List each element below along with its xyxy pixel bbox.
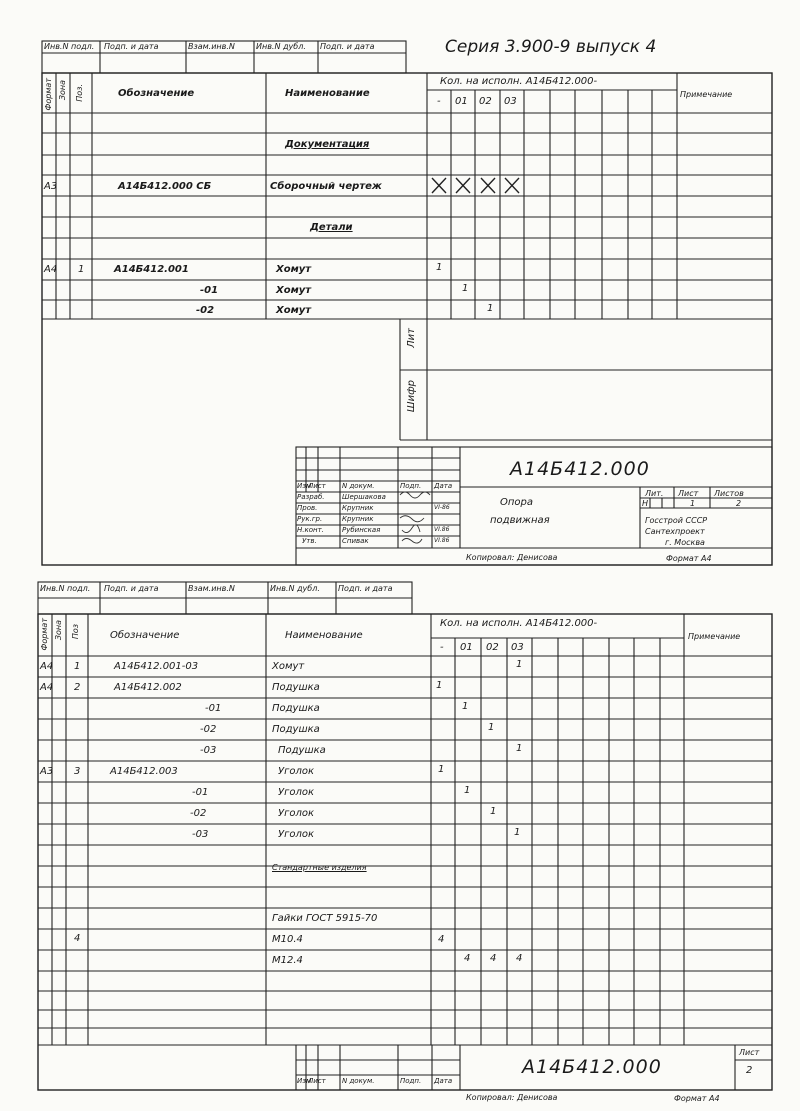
lit-header: Лит. [645,489,664,498]
format-label: Формат А4 [666,554,712,563]
stamp-date: VI-86 [434,504,450,511]
sign-date-label: Подп. и дата [104,42,159,51]
stamp-person: Шершакова [342,493,386,501]
qty-col-02: 02 [479,96,492,107]
row-designation: А14Б412.002 [114,682,182,693]
row-pos: 2 [74,682,81,693]
row-qty: 1 [488,722,495,733]
col-note-header: Примечание [680,90,733,99]
copied-by: Копировал: Денисова [466,553,558,562]
row-name: Уголок [278,808,315,819]
row-format: А4 [40,682,54,693]
sheet-value: 1 [690,499,696,508]
section-parts: Детали [310,222,353,233]
col-name-header: Наименование [285,630,363,641]
stamp-col-date: Дата [434,1077,453,1085]
row-qty: 1 [514,827,521,838]
row-qty: 1 [436,680,443,691]
col-pos-header: Поз. [75,84,84,102]
qty-col-02: 02 [486,642,499,653]
col-zone-header: Зона [58,80,67,101]
sheets-value: 2 [736,499,742,508]
replace-inv-label: Взам.инв.N [188,42,235,51]
row-qty: 1 [464,785,471,796]
stamp-person: Рубинская [342,526,381,534]
stamp-role: Пров. [297,504,318,512]
replace-inv-label: Взам.инв.N [188,584,235,593]
row-name: Гайки ГОСТ 5915-70 [272,913,378,924]
qty-col-base: - [440,642,444,653]
row-designation: -01 [205,703,222,714]
qty-title-header: Кол. на исполн. А14Б412.000- [440,76,598,87]
section-standard-items: Стандартные изделия [272,863,367,872]
dup-inv-label: Инв.N дубл. [270,584,320,593]
stamp-col-sign: Подп. [400,1077,422,1085]
qty-col-base: - [437,96,441,107]
row-designation: А14Б412.000 СБ [118,181,212,192]
row-name: Хомут [276,305,312,316]
section-documentation: Документация [285,139,370,150]
stamp-col-izm: Изм [297,482,312,490]
dup-inv-label: Инв.N дубл. [256,42,306,51]
row-designation: -01 [200,285,219,296]
stamp-date: VI.86 [434,537,450,544]
row-format: А3 [44,181,58,192]
stamp-col-list: Лист [308,1077,326,1085]
doc-number: А14Б412.000 [522,1056,662,1078]
row-name: Уголок [278,766,315,777]
stamp-person: Крупник [342,515,374,523]
row-qty: 1 [516,743,523,754]
row-name: Подушка [272,682,320,693]
inv-no-label: Инв.N подл. [44,42,95,51]
row-qty: 4 [490,953,497,964]
copied-by: Копировал: Денисова [466,1093,558,1102]
stamp-col-docno: N докум. [342,1077,375,1085]
org-line-1: Госстрой СССР [645,516,708,525]
row-name: Хомут [276,285,312,296]
row-qty: 4 [438,934,445,945]
doc-number: А14Б412.000 [510,458,650,480]
col-designation-header: Обозначение [110,630,180,641]
row-name: Сборочный чертеж [270,181,382,192]
row-qty: 1 [516,659,523,670]
col-name-header: Наименование [285,88,370,99]
cipher-side-label: Шифр [406,380,417,413]
org-line-3: г. Москва [665,538,705,547]
stamp-col-docno: N докум. [342,482,375,490]
stamp-person: Спивак [342,537,369,545]
sign-date-label: Подп. и дата [104,584,159,593]
row-format: А3 [40,766,54,777]
row-designation: А14Б412.001 [114,264,189,275]
col-format-header: Формат [44,78,53,111]
col-zone-header: Зона [54,620,63,641]
row-pos: 1 [78,264,85,275]
format-label: Формат А4 [674,1094,720,1103]
row-qty: 1 [490,806,497,817]
sheet-number: 2 [746,1065,753,1076]
qty-col-01: 01 [460,642,473,653]
col-note-header: Примечание [688,632,741,641]
row-qty: 1 [487,303,494,314]
sign-date-label-2: Подп. и дата [338,584,393,593]
stamp-person: Крупник [342,504,374,512]
product-title-2: подвижная [490,515,550,526]
stamp-role: Рук.гр. [297,515,323,523]
stamp-date: VI.86 [434,526,450,533]
stamp-col-list: Лист [308,482,326,490]
row-name: Подушка [272,724,320,735]
row-designation: -02 [200,724,217,735]
qty-col-01: 01 [455,96,468,107]
stamp-col-date: Дата [434,482,453,490]
stamp-col-sign: Подп. [400,482,422,490]
qty-col-03: 03 [504,96,517,107]
row-designation: А14Б412.001-03 [114,661,199,672]
stamp-role: Утв. [302,537,317,545]
row-name: Подушка [272,703,320,714]
series-title: Серия 3.900-9 выпуск 4 [445,37,657,57]
org-line-2: Сантехпроект [645,527,705,536]
row-pos: 4 [74,933,81,944]
row-designation: -02 [190,808,207,819]
row-pos: 3 [74,766,81,777]
row-qty: 4 [464,953,471,964]
row-qty: 4 [516,953,523,964]
row-name: Хомут [276,264,312,275]
sign-date-label-2: Подп. и дата [320,42,375,51]
stamp-role: Разраб. [297,493,325,501]
row-qty: 1 [438,764,445,775]
col-designation-header: Обозначение [118,88,195,99]
qty-title-header: Кол. на исполн. А14Б412.000- [440,618,598,629]
row-qty: 1 [462,283,469,294]
row-designation: -03 [192,829,209,840]
inv-no-label: Инв.N подл. [40,584,91,593]
row-qty: 1 [462,701,469,712]
sheet-label: Лист [739,1048,760,1057]
row-designation: -01 [192,787,209,798]
row-designation: А14Б412.003 [110,766,178,777]
row-format: А4 [44,264,58,275]
qty-col-03: 03 [511,642,524,653]
stamp-col-izm: Изм [297,1077,312,1085]
col-format-header: Формат [40,618,49,651]
row-name: Уголок [278,829,315,840]
lit-side-label: Лит [406,328,417,348]
stamp-role: Н.конт. [297,526,324,534]
lit-value: Н [642,499,649,508]
row-format: А4 [40,661,54,672]
row-name: М10.4 [272,934,303,945]
col-pos-header: Поз [71,624,80,640]
row-name: Уголок [278,787,315,798]
row-designation: -02 [196,305,215,316]
sheets-header: Листов [714,489,744,498]
product-title-1: Опора [500,497,534,508]
row-qty: 1 [436,262,443,273]
row-name: Подушка [278,745,326,756]
row-name: Хомут [272,661,305,672]
row-designation: -03 [200,745,217,756]
sheet-header: Лист [678,489,699,498]
row-name: М12.4 [272,955,303,966]
row-pos: 1 [74,661,81,672]
